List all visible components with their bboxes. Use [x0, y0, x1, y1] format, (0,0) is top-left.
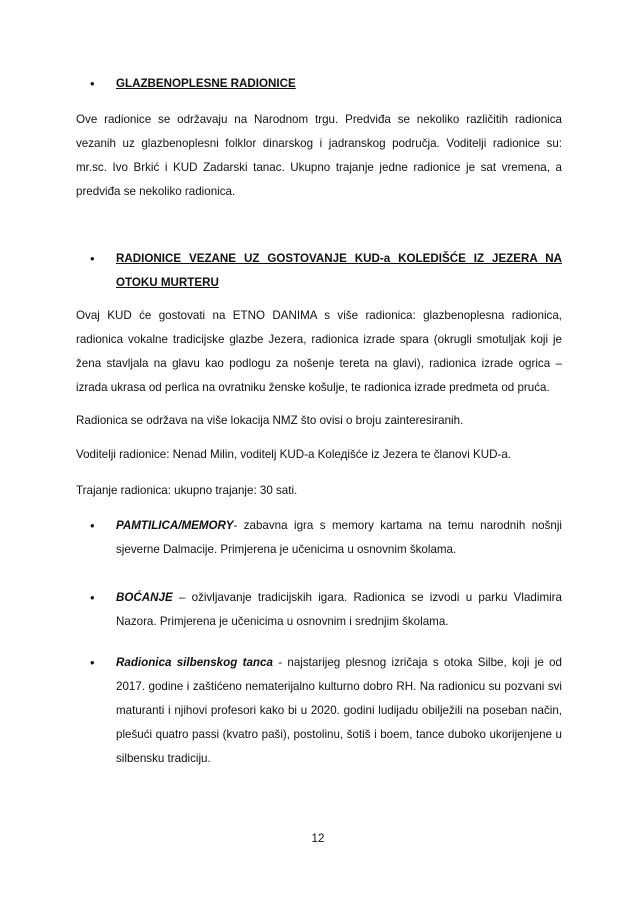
list-item-term: BOĆANJE — [116, 591, 173, 604]
section-heading-text: RADIONICE VEZANE UZ GOSTOVANJE KUD-a KOLEDIŠĆE IZ JEZERA NA OTOKU MURTERU — [116, 252, 562, 289]
section-paragraph: Voditelji radionice: Nenad Milin, voditelj KUD-a Kolедišće iz Jezera te članovi KUD-a. — [76, 448, 512, 461]
list-item-pamtilica — [90, 514, 562, 562]
section-paragraph: Trajanje radionica: ukupno trajanje: 30 sati. — [76, 484, 298, 497]
bullet-icon: • — [90, 655, 95, 670]
bullet-icon: • — [90, 590, 95, 605]
list-item-silbenski-tanac — [90, 651, 562, 771]
bullet-icon: • — [90, 518, 95, 533]
section-paragraph: Ovaj KUD će gostovati na ETNO DANIMA s više radionica: glazbenoplesna radionica, radionica vokalne tradicijske glazbe Jezera, radionica izrade spara (okrugli smotuljak koji je žena stavljala na glavu kao podlogu za nošenje tereta na glavi), radionica izrade ogrica – izrada ukrasa od perlica na ovratniku ženske košulje, te radionica izrade predmeta od pruća. — [76, 309, 562, 394]
page-number: 12 — [311, 832, 325, 845]
list-item-body — [116, 514, 562, 562]
list-item-body — [116, 586, 562, 634]
list-item-text: - najstarijeg plesnog izričaja s otoka Silbe, koji je od 2017. godine i zaštićeno nematerijalno kulturno dobro RH. Na radionicu su pozvani svi maturanti i njihovi profesori kako bi u 2020. godini ludijadu obilježili na poseban način, plešući quatro passi (kvatro paši), postolinu, šotiš i boem, tance duboko ukorijenjene u silbensku tradiciju. — [116, 656, 562, 765]
list-item-text: – oživljavanje tradicijskih igara. Radionica se izvodi u parku Vladimira Nazora. Primjerena je učenicima u osnovnim i srednjim školama. — [116, 591, 562, 628]
section-heading-glazbenoplesne — [90, 72, 562, 96]
bullet-icon: • — [90, 251, 95, 266]
list-item-bocanje — [90, 586, 562, 634]
list-item-body — [116, 651, 562, 771]
section-paragraph: Ove radionice se održavaju na Narodnom trgu. Predviđa se nekoliko različitih radionica vezanih uz glazbenoplesni folklor dinarskog i jadranskog područja. Voditelji radionice su: mr.sc. Ivo Brkić i KUD Zadarski tanac. Ukupno trajanje jedne radionice je sat vremena, a predviđa se nekoliko radionica. — [76, 113, 562, 198]
section-heading-text: GLAZBENOPLESNE RADIONICE — [116, 77, 296, 90]
section-paragraph: Radionica se održava na više lokacija NMZ što ovisi o broju zainteresiranih. — [76, 414, 464, 427]
bullet-icon: • — [90, 76, 95, 91]
section-heading-kud-koledisce — [90, 247, 562, 295]
list-item-text: - zabavna igra s memory kartama na temu narodnih nošnji sjeverne Dalmacije. Primjerena je učenicima u osnovnim školama. — [116, 519, 562, 556]
list-item-term: PAMTILICA/MEMORY — [116, 519, 234, 532]
list-item-term: Radionica silbenskog tanca — [116, 656, 273, 669]
